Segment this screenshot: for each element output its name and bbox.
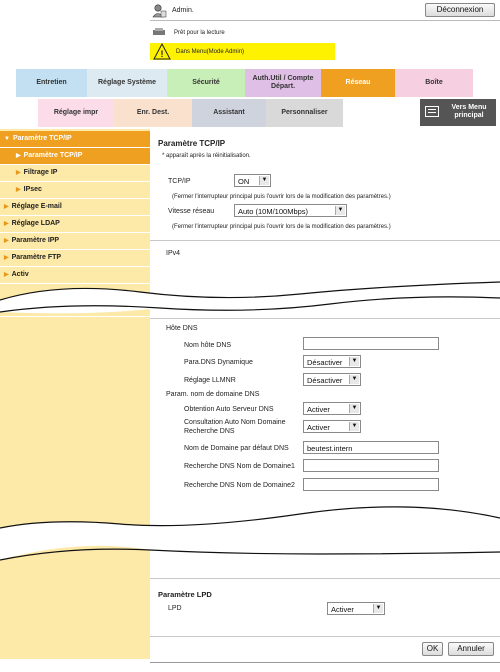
user-name: Admin. [172, 7, 194, 14]
chevron-down-icon: ▼ [335, 206, 345, 215]
user-icon [152, 3, 167, 18]
tab-boite[interactable]: Boîte [395, 69, 473, 97]
search-domain1-input[interactable] [303, 459, 439, 472]
dns-dynamic-label: Para.DNS Dynamique [184, 359, 253, 366]
speed-hint: (Fermer l'interrupteur principal puis l'ouvrir lors de la modification des paramètres.) [172, 224, 391, 230]
divider [150, 578, 500, 579]
sidebar-item-label: Réglage E-mail [11, 203, 62, 210]
dns-hostname-input[interactable] [303, 337, 439, 350]
tab-personnaliser[interactable]: Personnaliser [266, 99, 343, 127]
dns-dynamic-select[interactable]: Désactiver ▼ [303, 355, 361, 368]
sidebar-item-ipp[interactable]: ▶ Paramètre IPP [0, 233, 150, 250]
sidebar-item-tcpip-group[interactable]: ▼ Paramètre TCP/IP [0, 131, 150, 148]
tcpip-hint: (Fermer l'interrupteur principal puis l'ouvrir lors de la modification des paramètres.) [172, 194, 391, 200]
tab-reseau[interactable]: Réseau [321, 69, 395, 97]
auto-dns-server-label: Obtention Auto Serveur DNS [184, 406, 274, 413]
chevron-down-icon: ▼ [349, 375, 359, 384]
ipv4-heading: IPv4 [166, 250, 181, 257]
sidebar-item-label: Filtrage IP [23, 169, 58, 176]
sidebar-item-email[interactable]: ▶ Réglage E-mail [0, 199, 150, 216]
dns-host-heading: Hôte DNS [166, 325, 198, 332]
llmnr-label: Réglage LLMNR [184, 377, 236, 384]
printer-icon [152, 27, 166, 37]
status-text: Prêt pour la lecture [174, 30, 225, 36]
tab-securite[interactable]: Sécurité [167, 69, 245, 97]
search-domain2-input[interactable] [303, 478, 439, 491]
auto-dns-server-select[interactable]: Activer ▼ [303, 402, 361, 415]
lpd-heading: Paramètre LPD [158, 590, 212, 599]
menu-icon [425, 106, 439, 117]
lpd-label: LPD [168, 605, 182, 612]
auto-search-label: Consultation Auto Nom Domaine Recherche DNS [184, 419, 286, 435]
mode-text: Dans Menu(Mode Admin) [176, 49, 245, 55]
tcpip-label: TCP/IP [168, 178, 191, 185]
lpd-select[interactable]: Activer ▼ [327, 602, 385, 615]
warning-icon [153, 43, 171, 60]
dns-domain-heading: Param. nom de domaine DNS [166, 391, 260, 398]
tab-enr-dest[interactable]: Enr. Dest. [114, 99, 192, 127]
chevron-down-icon: ▼ [259, 176, 269, 185]
chevron-down-icon: ▼ [349, 357, 359, 366]
sidebar-item-tcpip[interactable]: ▶ Paramètre TCP/IP [0, 148, 150, 165]
divider [150, 240, 500, 241]
sidebar-item-label: Réglage LDAP [11, 220, 60, 227]
reset-note: * apparaît après la réinitialisation. [162, 153, 251, 159]
chevron-down-icon: ▼ [349, 404, 359, 413]
page-break [0, 506, 500, 570]
tab-auth-compte[interactable]: Auth.Util / Compte Départ. [245, 69, 321, 97]
sidebar-item-ftp[interactable]: ▶ Paramètre FTP [0, 250, 150, 267]
tab-assistant[interactable]: Assistant [192, 99, 266, 127]
bottom-border [150, 662, 500, 663]
sidebar-item-label: Activ [11, 271, 29, 278]
auto-search-select[interactable]: Activer ▼ [303, 420, 361, 433]
speed-label: Vitesse réseau [168, 208, 215, 215]
page-break [0, 278, 500, 318]
sidebar-item-filtrage-ip[interactable]: ▶ Filtrage IP [0, 165, 150, 182]
cancel-button[interactable]: Annuler [448, 642, 494, 656]
ok-button[interactable]: OK [422, 642, 443, 656]
divider [150, 318, 500, 319]
logout-button[interactable]: Déconnexion [425, 3, 495, 17]
sidebar-item-label: Paramètre FTP [11, 254, 62, 261]
llmnr-select[interactable]: Désactiver ▼ [303, 373, 361, 386]
default-domain-label: Nom de Domaine par défaut DNS [184, 445, 289, 452]
chevron-down-icon: ▼ [349, 422, 359, 431]
tab-reglage-impr[interactable]: Réglage impr [38, 99, 114, 127]
chevron-down-icon: ▼ [373, 604, 383, 613]
tab-reglage-systeme[interactable]: Réglage Système [87, 69, 167, 97]
header-divider [150, 20, 500, 21]
main-menu-label: Vers Menu principal [451, 104, 487, 120]
default-domain-input[interactable]: beutest.intern [303, 441, 439, 454]
divider [150, 636, 500, 637]
tab-entretien[interactable]: Entretien [16, 69, 87, 97]
sidebar-item-label: IPsec [23, 186, 42, 193]
search-domain1-label: Recherche DNS Nom de Domaine1 [184, 463, 295, 470]
tcpip-select[interactable]: ON ▼ [234, 174, 271, 187]
sidebar-item-activ[interactable]: ▶ Activ [0, 267, 150, 284]
sidebar-item-label: Paramètre TCP/IP [23, 152, 83, 159]
sidebar-item-ldap[interactable]: ▶ Réglage LDAP [0, 216, 150, 233]
sidebar-item-label: Paramètre TCP/IP [12, 135, 72, 142]
sidebar-item-ipsec[interactable]: ▶ IPsec [0, 182, 150, 199]
main-menu-button[interactable] [420, 99, 496, 126]
speed-select[interactable]: Auto (10M/100Mbps) ▼ [234, 204, 347, 217]
search-domain2-label: Recherche DNS Nom de Domaine2 [184, 482, 295, 489]
page-title: Paramètre TCP/IP [158, 139, 226, 148]
dns-hostname-label: Nom hôte DNS [184, 342, 232, 349]
svg-text:!: ! [160, 49, 164, 59]
sidebar-item-label: Paramètre IPP [11, 237, 60, 244]
